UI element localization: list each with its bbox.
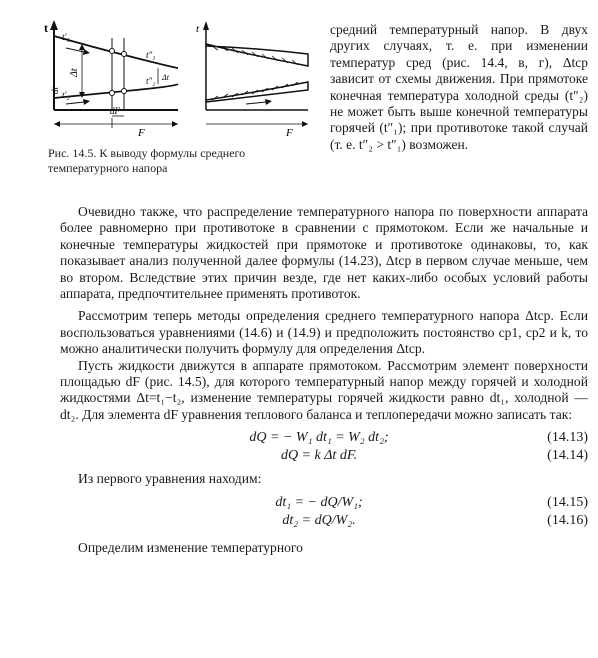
t-axis-label-left: t — [44, 21, 48, 35]
cocurrent-diagram — [44, 20, 178, 139]
paragraph-1: Очевидно также, что распределение температурного напора по поверхности аппарата более равномерно при противотоке в сравнении с прямотоком. Если же начальные и конечные температуры жидкостей при прямотоке и противотоке одинаковы, то, как показывает анализ полученной далее формулы (14.23), Δtср в первом случае меньше, чем во втором. Вследствие этих причин везде, где нет каких-либо особых условий работы аппарата, предпочтительнее применять противоток. — [60, 204, 588, 302]
delta-t-right-label: Δt — [162, 73, 169, 82]
equation-14-16 — [60, 512, 588, 530]
equation-14-14 — [60, 447, 588, 465]
equation-number: (14.13) — [547, 430, 588, 446]
t1-prime-label: t′₁ — [62, 32, 70, 42]
paragraph-2: Рассмотрим теперь методы определения среднего температурного напора Δtср. Если воспользоваться уравнениями (14.6) и (14.9) и предположить постоянство cp1, cp2 и k, то можно аналитически получить формулу для определения Δtср. — [60, 308, 588, 357]
figure-caption: Рис. 14.5. К выводу формулы среднего температурного напора — [48, 146, 246, 175]
cut-off-line-wrapper — [60, 540, 588, 554]
equation-number: (14.15) — [547, 494, 588, 510]
side-column-text: средний температурный напор. В двух других случаях, т. е. при изменении температур сред (рис. 14.4, в, г), Δtср зависит от схемы движения. При прямотоке конечная температура холодной среды (t″₂) не может быть выше конечной температуры горячей (t″₁); при противотоке такой случай (т. е. t″₂ > t″₁) возможен. — [330, 22, 588, 152]
equation-number: (14.14) — [547, 448, 588, 464]
F-label-left: F — [138, 127, 145, 139]
t2-prime-label: t′₂ — [62, 90, 70, 100]
main-text — [60, 204, 588, 554]
t1-double-prime-label: t″₁ — [146, 50, 156, 60]
F-label-right: F — [286, 127, 293, 139]
equation-number: (14.16) — [547, 512, 588, 528]
dF-label: dF — [110, 106, 120, 116]
equation-14-13 — [60, 429, 588, 447]
equation-14-15 — [60, 494, 588, 512]
t2-double-prime-label: t″₂ — [146, 76, 156, 86]
countercurrent-diagram — [196, 21, 308, 139]
figure-14-5 — [46, 18, 316, 138]
paragraph-4: Из первого уравнения находим: — [78, 471, 262, 487]
equation-expr: dQ = − W₁ dt₁ = W₂ dt₂; — [249, 430, 389, 446]
equation-expr: dQ = k Δt dF. — [280, 448, 358, 464]
paragraph-3: Пусть жидкости движутся в аппарате прямотоком. Рассмотрим элемент поверхности площадью dF (рис. 14.5), для которого температурный напор между горячей и холодной жидкостями Δt=t₁−t₂, изменение температуры горячей жидкости равно dt₁, холодной — dt₂. Для элемента dF уравнения теплового баланса и теплопередачи можно записать так: — [60, 357, 588, 422]
equation-expr: dt₂ = dQ/W₂. — [282, 512, 356, 528]
heat-exchanger-diagrams — [46, 18, 316, 138]
delta-t-label: Δt — [69, 68, 80, 77]
paragraph-cut: Определим изменение температурного — [78, 539, 303, 555]
equation-expr: dt₁ = − dQ/W₁; — [275, 494, 363, 510]
t-axis-label-right: t — [196, 23, 200, 35]
dt-label: dt — [50, 86, 60, 94]
